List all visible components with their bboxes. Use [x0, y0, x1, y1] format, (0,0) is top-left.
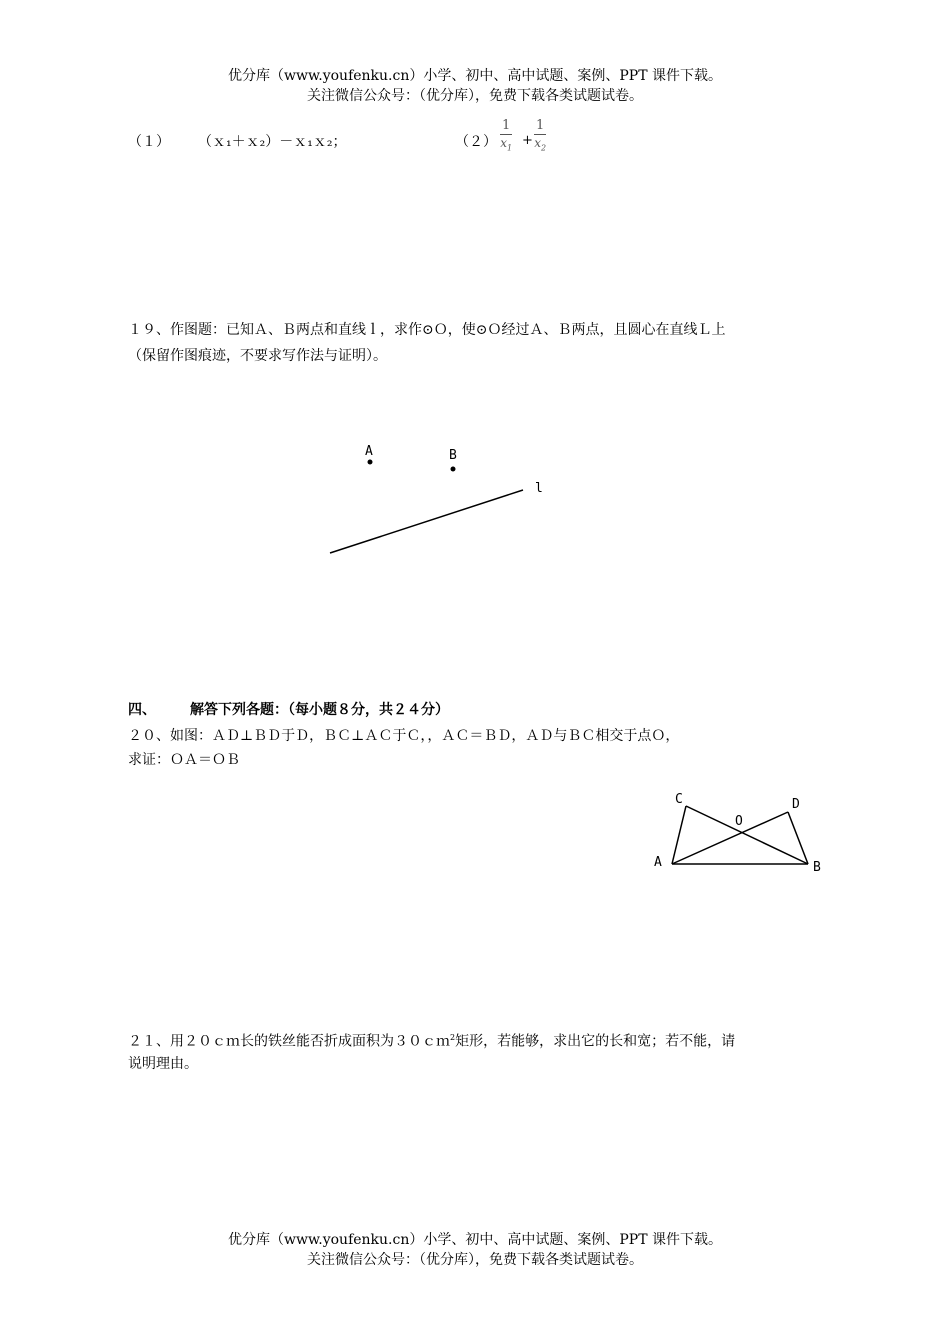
fraction-1-numerator: 1 — [502, 118, 511, 133]
header-line-1: 优分库（www.youfenku.cn）小学、初中、高中试题、案例、PPT 课件下载。 — [227, 68, 722, 84]
q21-line-1: ２１、用２０ｃｍ长的铁丝能否折成面积为３０ｃｍ$^2$矩形，若能够，求出它的长和宽；若不能，请 — [128, 1033, 736, 1050]
q19-figure — [330, 444, 543, 553]
footer-line-2: 关注微信公众号：（优分库），免费下载各类试题试卷。 — [307, 1252, 643, 1268]
q20-line-2: 求证：ＯＡ＝ＯＢ — [128, 752, 240, 768]
segment-ac — [672, 806, 686, 864]
point-a-label: A — [365, 444, 373, 459]
point-b-label: B — [449, 448, 457, 463]
q21-line-2: 说明理由。 — [128, 1056, 198, 1072]
q19-line-1: １９、作图题：已知Ａ、Ｂ两点和直线ｌ，求作⊙Ｏ，使⊙Ｏ经过Ａ、Ｂ两点，且圆心在直线Ｌ上 — [128, 322, 726, 338]
footer-line-1: 优分库（www.youfenku.cn）小学、初中、高中试题、案例、PPT 课件下载。 — [227, 1232, 722, 1248]
q18-part1-label: （１） — [128, 134, 170, 150]
header-line-2: 关注微信公众号：（优分库），免费下载各类试题试卷。 — [307, 88, 643, 104]
point-b-label-q20: B — [813, 860, 821, 875]
point-a-label-q20: A — [654, 855, 662, 870]
point-c-label: C — [675, 792, 683, 807]
q18-part2-label: （２） — [455, 134, 497, 150]
section-4-number: 四、 — [128, 702, 156, 718]
point-b — [451, 467, 456, 472]
q19-line-2: （保留作图痕迹，不要求写作法与证明）。 — [128, 348, 387, 364]
fraction-2-numerator: 1 — [536, 118, 545, 133]
point-a — [368, 460, 373, 465]
line-l — [330, 490, 523, 553]
fraction-1-denominator: $x_1$ — [500, 136, 513, 153]
segment-ad — [672, 812, 788, 864]
section-4-title: 解答下列各题：（每小题８分，共２４分） — [190, 702, 449, 718]
point-o-label: O — [735, 814, 743, 829]
line-l-label: l — [535, 481, 543, 496]
fraction-2-denominator: $x_2$ — [534, 136, 547, 153]
point-d-label: D — [792, 797, 800, 812]
q20-line-1: ２０、如图：ＡＤ⊥ＢＤ于Ｄ，ＢＣ⊥ＡＣ于Ｃ，，ＡＣ＝ＢＤ，ＡＤ与ＢＣ相交于点Ｏ， — [128, 728, 680, 744]
q18-part1-expression: （ｘ₁＋ｘ₂）－ｘ₁ｘ₂； — [198, 134, 347, 150]
plus-sign: + — [522, 133, 533, 148]
